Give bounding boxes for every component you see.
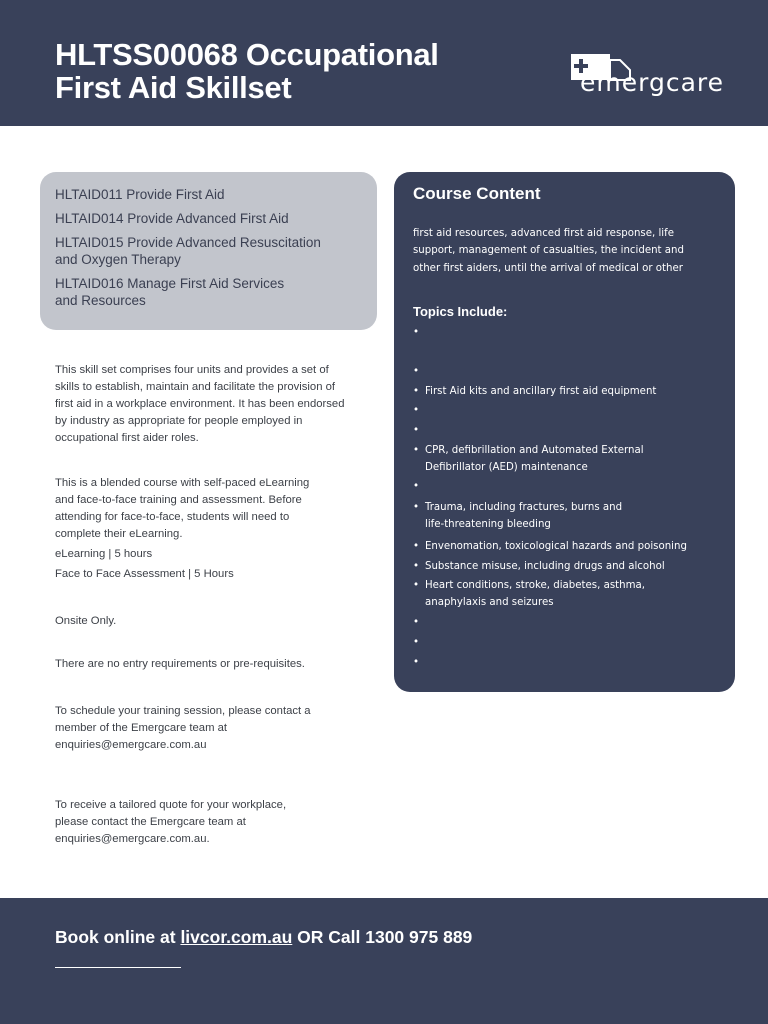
footer-divider [55, 967, 181, 968]
unit-item [55, 275, 361, 309]
emergcare-logo [570, 48, 735, 104]
unit-line: and Oxygen Therapy [55, 252, 181, 267]
text-line: first aid resources, advanced first aid response, life [413, 228, 674, 239]
topic-item [413, 538, 718, 555]
units-box [40, 172, 377, 330]
email-link[interactable]: enquiries@emergcare.com.au [55, 739, 207, 751]
unit-line: and Resources [55, 293, 146, 308]
bullet: • [413, 366, 420, 377]
bullet: • [413, 617, 420, 628]
topic-item [413, 442, 718, 476]
topic-item [413, 499, 718, 533]
logo-wordmark: emergcare [580, 68, 724, 97]
text-line: and face-to-face training and assessment. Before [55, 494, 302, 506]
booking-prefix: Book online at [55, 927, 181, 947]
intro-paragraph [55, 362, 365, 447]
topic-text: Heart conditions, stroke, diabetes, asthma, [425, 580, 645, 591]
bullet: • [413, 657, 420, 668]
bullet: • [413, 405, 420, 416]
bullet: • [413, 327, 420, 338]
bullet: • [413, 580, 420, 591]
text-line: To receive a tailored quote for your workplace, [55, 799, 287, 811]
unit-line: HLTAID011 Provide First Aid [55, 187, 225, 202]
topic-text: CPR, defibrillation and Automated External [425, 445, 644, 456]
email-link[interactable]: enquiries@emergcare.com.au. [55, 833, 210, 845]
course-content-box [394, 172, 735, 692]
text-line: This is a blended course with self-paced eLearning [55, 477, 310, 489]
bullet: • [413, 637, 420, 648]
text-line: attending for face-to-face, students will need to [55, 511, 290, 523]
unit-item [55, 210, 361, 227]
text-line: by industry as appropriate for people employed in [55, 415, 303, 427]
text-line: first aid in a workplace environment. It has been endorsed [55, 398, 345, 410]
topic-item [413, 558, 718, 575]
text-line: support, management of casualties, the incident and [413, 245, 684, 257]
course-content-paragraph [413, 225, 713, 277]
bullet: • [413, 445, 420, 456]
text-line: complete their eLearning. [55, 528, 183, 540]
booking-phone: OR Call 1300 975 889 [292, 927, 473, 947]
text-line: This skill set comprises four units and provides a set of [55, 364, 329, 376]
page-title [55, 38, 439, 104]
topic-text: life-threatening bleeding [425, 519, 551, 530]
footer-banner [0, 898, 768, 1024]
text-line: skills to establish, maintain and facilitate the provision of [55, 381, 336, 393]
schedule-paragraph [55, 703, 365, 754]
unit-item [55, 186, 361, 203]
bullet: • [413, 502, 420, 513]
entry-requirements: There are no entry requirements or pre-requisites. [55, 658, 305, 670]
course-content-title: Course Content [413, 184, 541, 203]
unit-line: HLTAID014 Provide Advanced First Aid [55, 211, 289, 226]
topic-text: Substance misuse, including drugs and alcohol [425, 561, 665, 572]
header-banner [0, 0, 768, 126]
bullet: • [413, 425, 420, 436]
bullet: • [413, 481, 420, 492]
title-line: HLTSS00068 Occupational [55, 37, 439, 72]
face-to-face-hours: Face to Face Assessment | 5 Hours [55, 568, 234, 580]
title-line: First Aid Skillset [55, 70, 292, 105]
topic-item [413, 383, 718, 400]
topic-text: anaphylaxis and seizures [425, 597, 554, 608]
onsite-note: Onsite Only. [55, 615, 117, 627]
elearning-hours: eLearning | 5 hours [55, 548, 153, 560]
bullet: • [413, 541, 420, 552]
text-line: please contact the Emergcare team at [55, 816, 246, 828]
booking-line [55, 927, 472, 948]
text-line: occupational first aider roles. [55, 432, 199, 444]
text-line: To schedule your training session, please contact a [55, 705, 311, 717]
unit-item [55, 234, 361, 268]
bullet: • [413, 386, 420, 397]
quote-paragraph [55, 797, 365, 848]
unit-line: HLTAID016 Manage First Aid Services [55, 276, 285, 291]
topics-title: Topics Include: [413, 304, 508, 319]
text-line: member of the Emergcare team at [55, 722, 228, 734]
topic-text: First Aid kits and ancillary first aid equipment [425, 386, 657, 397]
blended-paragraph [55, 475, 365, 543]
text-line: other first aiders, until the arrival of medical or other [413, 262, 683, 274]
topic-item [413, 577, 718, 611]
topic-text: Defibrillator (AED) maintenance [425, 462, 588, 473]
unit-line: HLTAID015 Provide Advanced Resuscitation [55, 235, 321, 250]
booking-link[interactable]: livcor.com.au [180, 927, 293, 947]
bullet: • [413, 561, 420, 572]
topic-text: Trauma, including fractures, burns and [425, 502, 623, 513]
topic-text: Envenomation, toxicological hazards and poisoning [425, 541, 687, 552]
